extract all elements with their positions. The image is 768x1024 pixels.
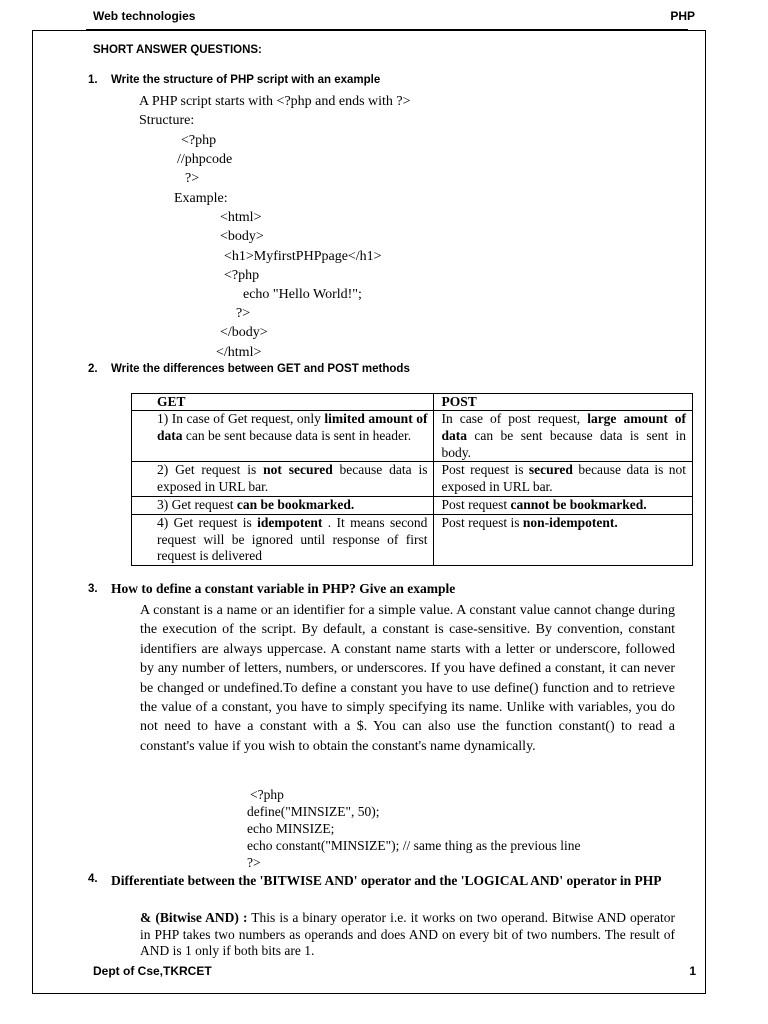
cell-text: In case of post request, [441,411,588,426]
table-cell-get [132,462,434,497]
question-2-number: 2. [88,363,98,375]
table-cell-post [434,411,693,462]
table-header-post: POST [434,394,693,411]
cell-text: can be sent because data is sent in body. [441,427,686,460]
cell-text: 2) Get request is [157,462,264,478]
running-header-subject: PHP [670,9,695,23]
q1-example-line: <?php [224,268,260,283]
cell-text: limited amount of data [157,411,428,443]
question-3-title: How to define a constant variable in PHP? Give an example [111,581,456,596]
get-post-table [131,393,693,566]
table-cell-get [132,411,434,462]
q3-code-line: define("MINSIZE", 50); [247,804,380,819]
page-number: 1 [689,964,696,978]
q1-example-label: Example: [174,191,228,206]
table-cell-post [434,514,693,565]
table-cell-get [132,496,434,514]
q1-structure-label: Structure: [139,113,195,128]
cell-text: because data is exposed in URL bar. [157,462,428,495]
cell-text: can be sent because data is sent in header. [182,427,412,443]
q3-code-line: ?> [247,855,261,870]
cell-text: Post request is [441,514,523,530]
q4-paragraph [140,910,675,960]
q3-code-line: echo MINSIZE; [247,821,335,836]
q1-structure-line: <?php [181,133,217,148]
q1-example-line: <body> [220,229,264,244]
cell-text: large amount of data [441,411,686,443]
cell-text: 1) In case of Get request, only [157,411,325,426]
cell-text: 3) Get request [157,496,237,512]
q1-example-line: <html> [220,210,262,225]
q1-structure-line: ?> [185,171,200,186]
cell-text: secured [528,462,573,478]
q1-example-line: ?> [236,306,251,321]
q3-code-line: <?php [250,787,284,802]
table-row [132,496,693,514]
q1-example-line: </html> [216,345,262,360]
q4-text: This is a binary operator i.e. it works on two operand. Bitwise AND operator in PHP takes two numbers as operands and does AND on every bit of two numbers. The result of AND is 1 only if both bits are 1. [140,910,676,958]
q1-example-line: <h1>MyfirstPHPpage</h1> [224,249,382,264]
question-4-number: 4. [88,873,98,885]
cell-text: can be bookmarked. [236,496,355,512]
cell-text: . It means second request will be ignored until response of first request is delivered [157,514,428,564]
cell-text: Post request [441,496,511,512]
q3-code-line: echo constant("MINSIZE"); // same thing as the previous line [247,838,581,853]
cell-text: because data is not exposed in URL bar. [441,462,686,495]
cell-text: idempotent [257,514,323,530]
question-3-number: 3. [88,583,98,595]
q3-paragraph: A constant is a name or an identifier for a simple value. A constant value cannot change during the execution of the script. By default, a constant is case-sensitive. By convention, constant identifiers are always uppercase. A constant name starts with a letter or underscore, followed by any number of letters, numbers, or underscores. If you have defined a constant, it can never be changed or undefined.To define a constant you have to use define() function and to retrieve the value of a constant, you have to simply specifying its name. Unlike with variables, you do not need to have a constant with a $. You can also use the function constant() to read a constant's value if you wish to obtain the constant's name dynamically. [140,603,675,754]
table-row [132,462,693,497]
question-2-title: Write the differences between GET and POST methods [111,363,410,375]
q4-term: & (Bitwise AND) : [140,910,248,925]
q1-structure-line: //phpcode [177,152,233,167]
table-row [132,411,693,462]
running-header-title: Web technologies [93,9,196,23]
cell-text: cannot be bookmarked. [510,496,647,512]
cell-text: not secured [263,462,333,478]
section-title: SHORT ANSWER QUESTIONS: [93,44,262,56]
question-1-title: Write the structure of PHP script with an example [111,74,381,86]
q1-example-line: echo "Hello World!"; [243,287,362,302]
table-cell-get [132,514,434,565]
table-header-get: GET [132,394,434,411]
question-4-title: Differentiate between the 'BITWISE AND' operator and the 'LOGICAL AND' operator in PHP [111,873,662,888]
q1-intro: A PHP script starts with <?php and ends with ?> [139,94,411,109]
cell-text: non-idempotent. [522,514,618,530]
question-1-number: 1. [88,74,98,86]
cell-text: 4) Get request is [157,514,258,530]
table-header-row [132,394,693,411]
table-cell-post [434,462,693,497]
q1-example-line: </body> [220,325,268,340]
table-row [132,514,693,565]
table-cell-post [434,496,693,514]
cell-text: Post request is [441,462,529,478]
footer-department: Dept of Cse,TKRCET [93,964,212,978]
